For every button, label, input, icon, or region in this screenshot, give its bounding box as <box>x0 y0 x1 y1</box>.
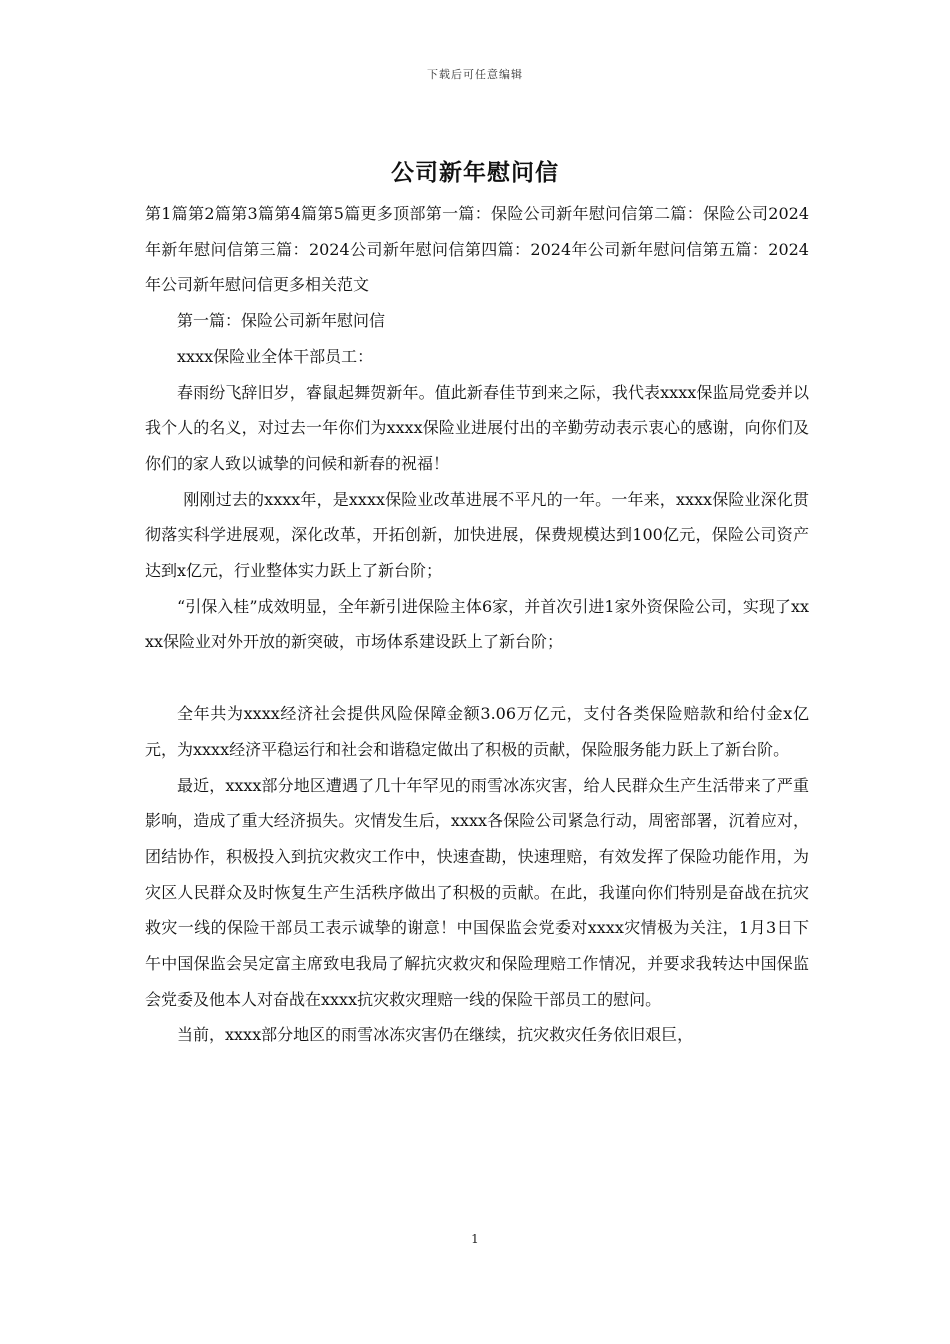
paragraph-opening-up: “引保入桂”成效明显，全年新引进保险主体6家，并首次引进1家外资保险公司，实现了xxxx保险业对外开放的新突破，市场体系建设跃上了新台阶； <box>145 596 809 652</box>
page-number: 1 <box>471 1232 479 1246</box>
salutation: xxxx保险业全体干部员工： <box>177 346 374 366</box>
table-of-contents: 第1篇第2篇第3篇第4篇第5篇更多顶部第一篇：保险公司新年慰问信第二篇：保险公司2024年新年慰问信第三篇：2024公司新年慰问信第四篇：2024年公司新年慰问信第五篇：2024年公司新年慰问信更多相关范文 <box>145 204 809 295</box>
section-heading: 第一篇：保险公司新年慰问信 <box>177 311 386 331</box>
paragraph-greeting: 春雨纷飞辞旧岁，睿鼠起舞贺新年。值此新春佳节到来之际，我代表xxxx保监局党委并以我个人的名义，对过去一年你们为xxxx保险业进展付出的辛勤劳动表示衷心的感谢，向你们及你们的家人致以诚挚的问候和新春的祝福！ <box>145 382 809 473</box>
paragraph-review: 刚刚过去的xxxx年，是xxxx保险业改革进展不平凡的一年。一年来，xxxx保险业深化贯彻落实科学进展观，深化改革，开拓创新，加快进展，保费规模达到100亿元，保险公司资产达到x亿元，行业整体实力跃上了新台阶； <box>145 489 809 581</box>
paragraph-disaster-relief: 最近，xxxx部分地区遭遇了几十年罕见的雨雪冰冻灾害，给人民群众生产生活带来了严重影响，造成了重大经济损失。灾情发生后，xxxx各保险公司紧急行动，周密部署，沉着应对，团结协作，积极投入到抗灾救灾工作中，快速查勘，快速理赔，有效发挥了保险功能作用，为灾区人民群众及时恢复生产生活秩序做出了积极的贡献。在此，我谨向你们特别是奋战在抗灾救灾一线的保险干部员工表示诚挚的谢意！中国保监会党委对xxxx灾情极为关注，1月3日下午中国保监会吴定富主席致电我局了解抗灾救灾和保险理赔工作情况，并要求我转达中国保监会党委及他本人对奋战在xxxx抗灾救灾理赔一线的保险干部员工的慰问。 <box>145 775 809 1009</box>
header-note: 下载后可任意编辑 <box>427 68 523 81</box>
document-title: 公司新年慰问信 <box>391 159 559 186</box>
paragraph-current-situation: 当前，xxxx部分地区的雨雪冰冻灾害仍在继续，抗灾救灾任务依旧艰巨， <box>177 1025 694 1045</box>
paragraph-risk-protection: 全年共为xxxx经济社会提供风险保障金额3.06万亿元，支付各类保险赔款和给付金x亿元，为xxxx经济平稳运行和社会和谐稳定做出了积极的贡献，保险服务能力跃上了新台阶。 <box>145 704 809 759</box>
paragraph-gap <box>145 660 809 696</box>
document-body <box>145 196 809 1053</box>
